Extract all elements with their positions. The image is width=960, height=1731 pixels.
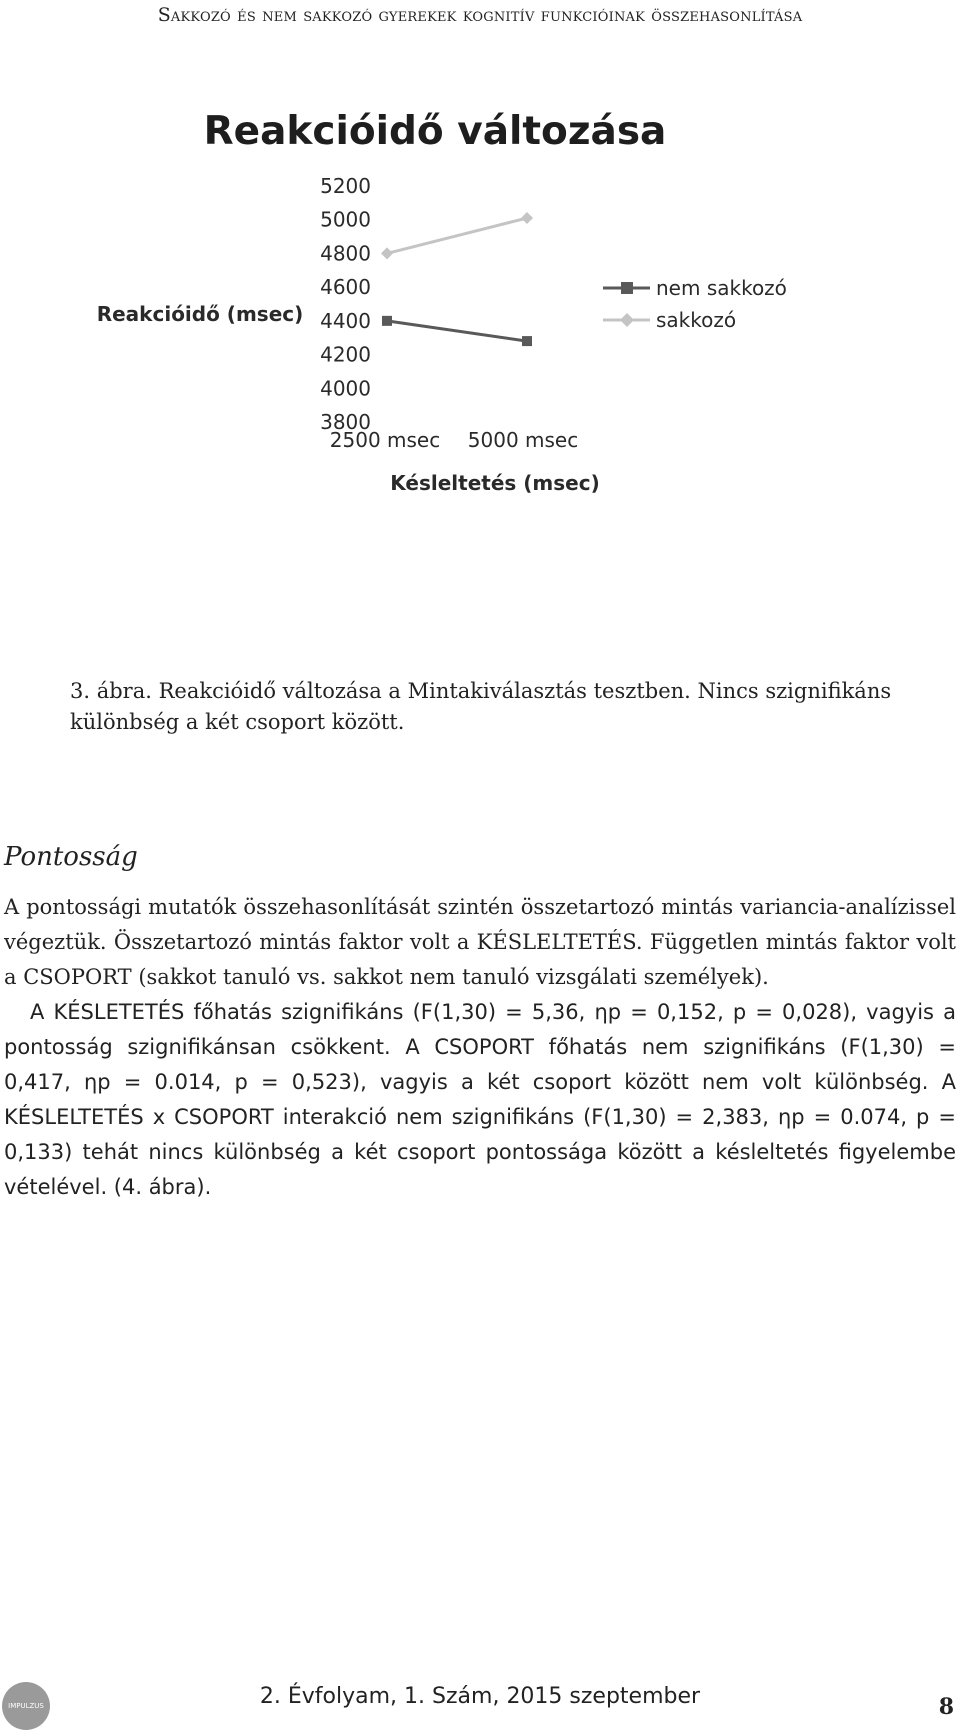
paragraph-2: A KÉSLETETÉS főhatás szignifikáns (F(1,30) = 5,36, ηp = 0,152, p = 0,028), vagyis a pontosság szignifikánsan csökkent. A CSOPORT főhatás nem szignifikáns (F(1,30) = 0,417, ηp = 0.014, p = 0,523), vagyis a két csoport között nem volt különbség. A KÉSLELTETÉS x CSOPORT interakció nem szignifikáns (F(1,30) = 2,383, ηp = 0.074, p = 0,133) tehát nincs különbség a két csoport pontossága között a késleltetés figyelembe vételével. (4. ábra).	[4, 1000, 956, 1199]
legend-label: nem sakkozó	[656, 276, 787, 300]
y-axis-label: Reakcióidő (msec)	[96, 302, 304, 326]
y-tick-label: 3800	[320, 410, 371, 434]
footer-issue: 2. Évfolyam, 1. Szám, 2015 szeptember	[259, 1684, 701, 1709]
data-point	[381, 247, 393, 259]
x-tick-label: 5000 msec	[467, 428, 579, 452]
y-tick-label: 4600	[320, 275, 371, 300]
logo-text: IMPULZUS	[8, 1702, 44, 1710]
running-title: Sakkozó és nem sakkozó gyerekek kognitív funkcióinak összehasonlítása	[157, 4, 803, 26]
page-number: 8	[938, 1694, 954, 1720]
legend-marker	[621, 282, 633, 294]
series-line-1	[387, 218, 527, 253]
legend-label: sakkozó	[656, 308, 737, 332]
figure-caption: 3. ábra. Reakcióidő változása a Mintakiválasztás tesztben. Nincs szignifikáns különbség a két csoport között.	[70, 679, 892, 734]
y-tick-label: 5200	[320, 174, 371, 198]
chart-title: Reakcióidő változása	[203, 109, 667, 154]
x-axis-label: Késleltetés (msec)	[390, 471, 600, 495]
series-line-0	[387, 321, 527, 341]
body-text	[4, 890, 956, 1205]
y-tick-label: 4000	[320, 376, 371, 401]
x-tick-label: 2500 msec	[329, 428, 441, 452]
data-point	[522, 336, 532, 346]
y-tick-label: 4800	[320, 241, 371, 266]
legend-marker	[620, 313, 634, 327]
paragraph-1: A pontossági mutatók összehasonlítását szintén összetartozó mintás variancia-analízissel végeztük. Összetartozó mintás faktor volt a KÉSLELTETÉS. Független mintás faktor volt a CSOPORT (sakkot tanuló vs. sakkot nem tanuló vizsgálati személyek).	[4, 895, 956, 989]
section-title: Pontosság	[4, 842, 138, 872]
data-point	[521, 212, 533, 224]
data-point	[382, 316, 392, 326]
y-tick-label: 4200	[320, 342, 371, 367]
y-tick-label: 5000	[320, 207, 371, 232]
y-tick-label: 4400	[320, 308, 371, 333]
reaction-time-chart	[0, 100, 960, 560]
